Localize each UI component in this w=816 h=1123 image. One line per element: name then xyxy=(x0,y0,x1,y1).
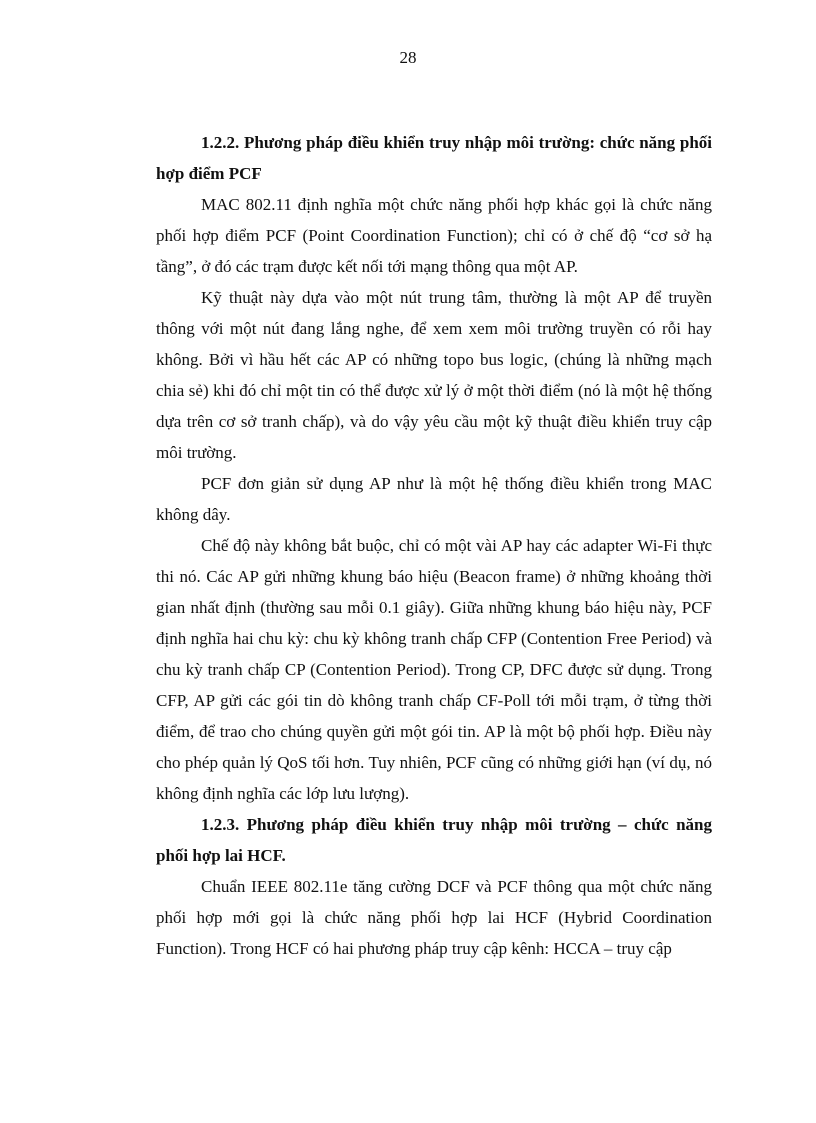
section-heading-1-2-2: 1.2.2. Phương pháp điều khiển truy nhập môi trường: chức năng phối hợp điểm PCF xyxy=(156,133,712,183)
section-heading-1-2-3: 1.2.3. Phương pháp điều khiển truy nhập môi trường – chức năng phối hợp lai HCF. xyxy=(156,815,712,865)
document-body xyxy=(156,127,712,964)
paragraph: MAC 802.11 định nghĩa một chức năng phối hợp khác gọi là chức năng phối hợp điểm PCF (Point Coordination Function); chỉ có ở chế độ “cơ sở hạ tầng”, ở đó các trạm được kết nối tới mạng thông qua một AP. xyxy=(156,195,712,276)
paragraph: PCF đơn giản sử dụng AP như là một hệ thống điều khiển trong MAC không dây. xyxy=(156,474,712,524)
paragraph: Chuẩn IEEE 802.11e tăng cường DCF và PCF thông qua một chức năng phối hợp mới gọi là chức năng phối hợp lai HCF (Hybrid Coordination Function). Trong HCF có hai phương pháp truy cập kênh: HCCA – truy cập xyxy=(156,877,712,958)
paragraph: Kỹ thuật này dựa vào một nút trung tâm, thường là một AP để truyền thông với một nút đang lắng nghe, để xem xem môi trường truyền có rỗi hay không. Bởi vì hầu hết các AP có những topo bus logic, (chúng là những mạch chia sẻ) khi đó chỉ một tin có thể được xử lý ở một thời điểm (nó là một hệ thống dựa trên cơ sở tranh chấp), và do vậy yêu cầu một kỹ thuật điều khiển truy cập môi trường. xyxy=(156,288,712,462)
page-number: 28 xyxy=(399,48,417,67)
paragraph: Chế độ này không bắt buộc, chỉ có một vài AP hay các adapter Wi-Fi thực thi nó. Các AP gửi những khung báo hiệu (Beacon frame) ở những khoảng thời gian nhất định (thường sau mỗi 0.1 giây). Giữa những khung báo hiệu này, PCF định nghĩa hai chu kỳ: chu kỳ không tranh chấp CFP (Contention Free Period) và chu kỳ tranh chấp CP (Contention Period). Trong CP, DFC được sử dụng. Trong CFP, AP gửi các gói tin dò không tranh chấp CF-Poll tới mỗi trạm, ở từng thời điểm, để trao cho chúng quyền gửi một gói tin. AP là một bộ phối hợp. Điều này cho phép quản lý QoS tối hơn. Tuy nhiên, PCF cũng có những giới hạn (ví dụ, nó không định nghĩa các lớp lưu lượng). xyxy=(156,536,712,803)
